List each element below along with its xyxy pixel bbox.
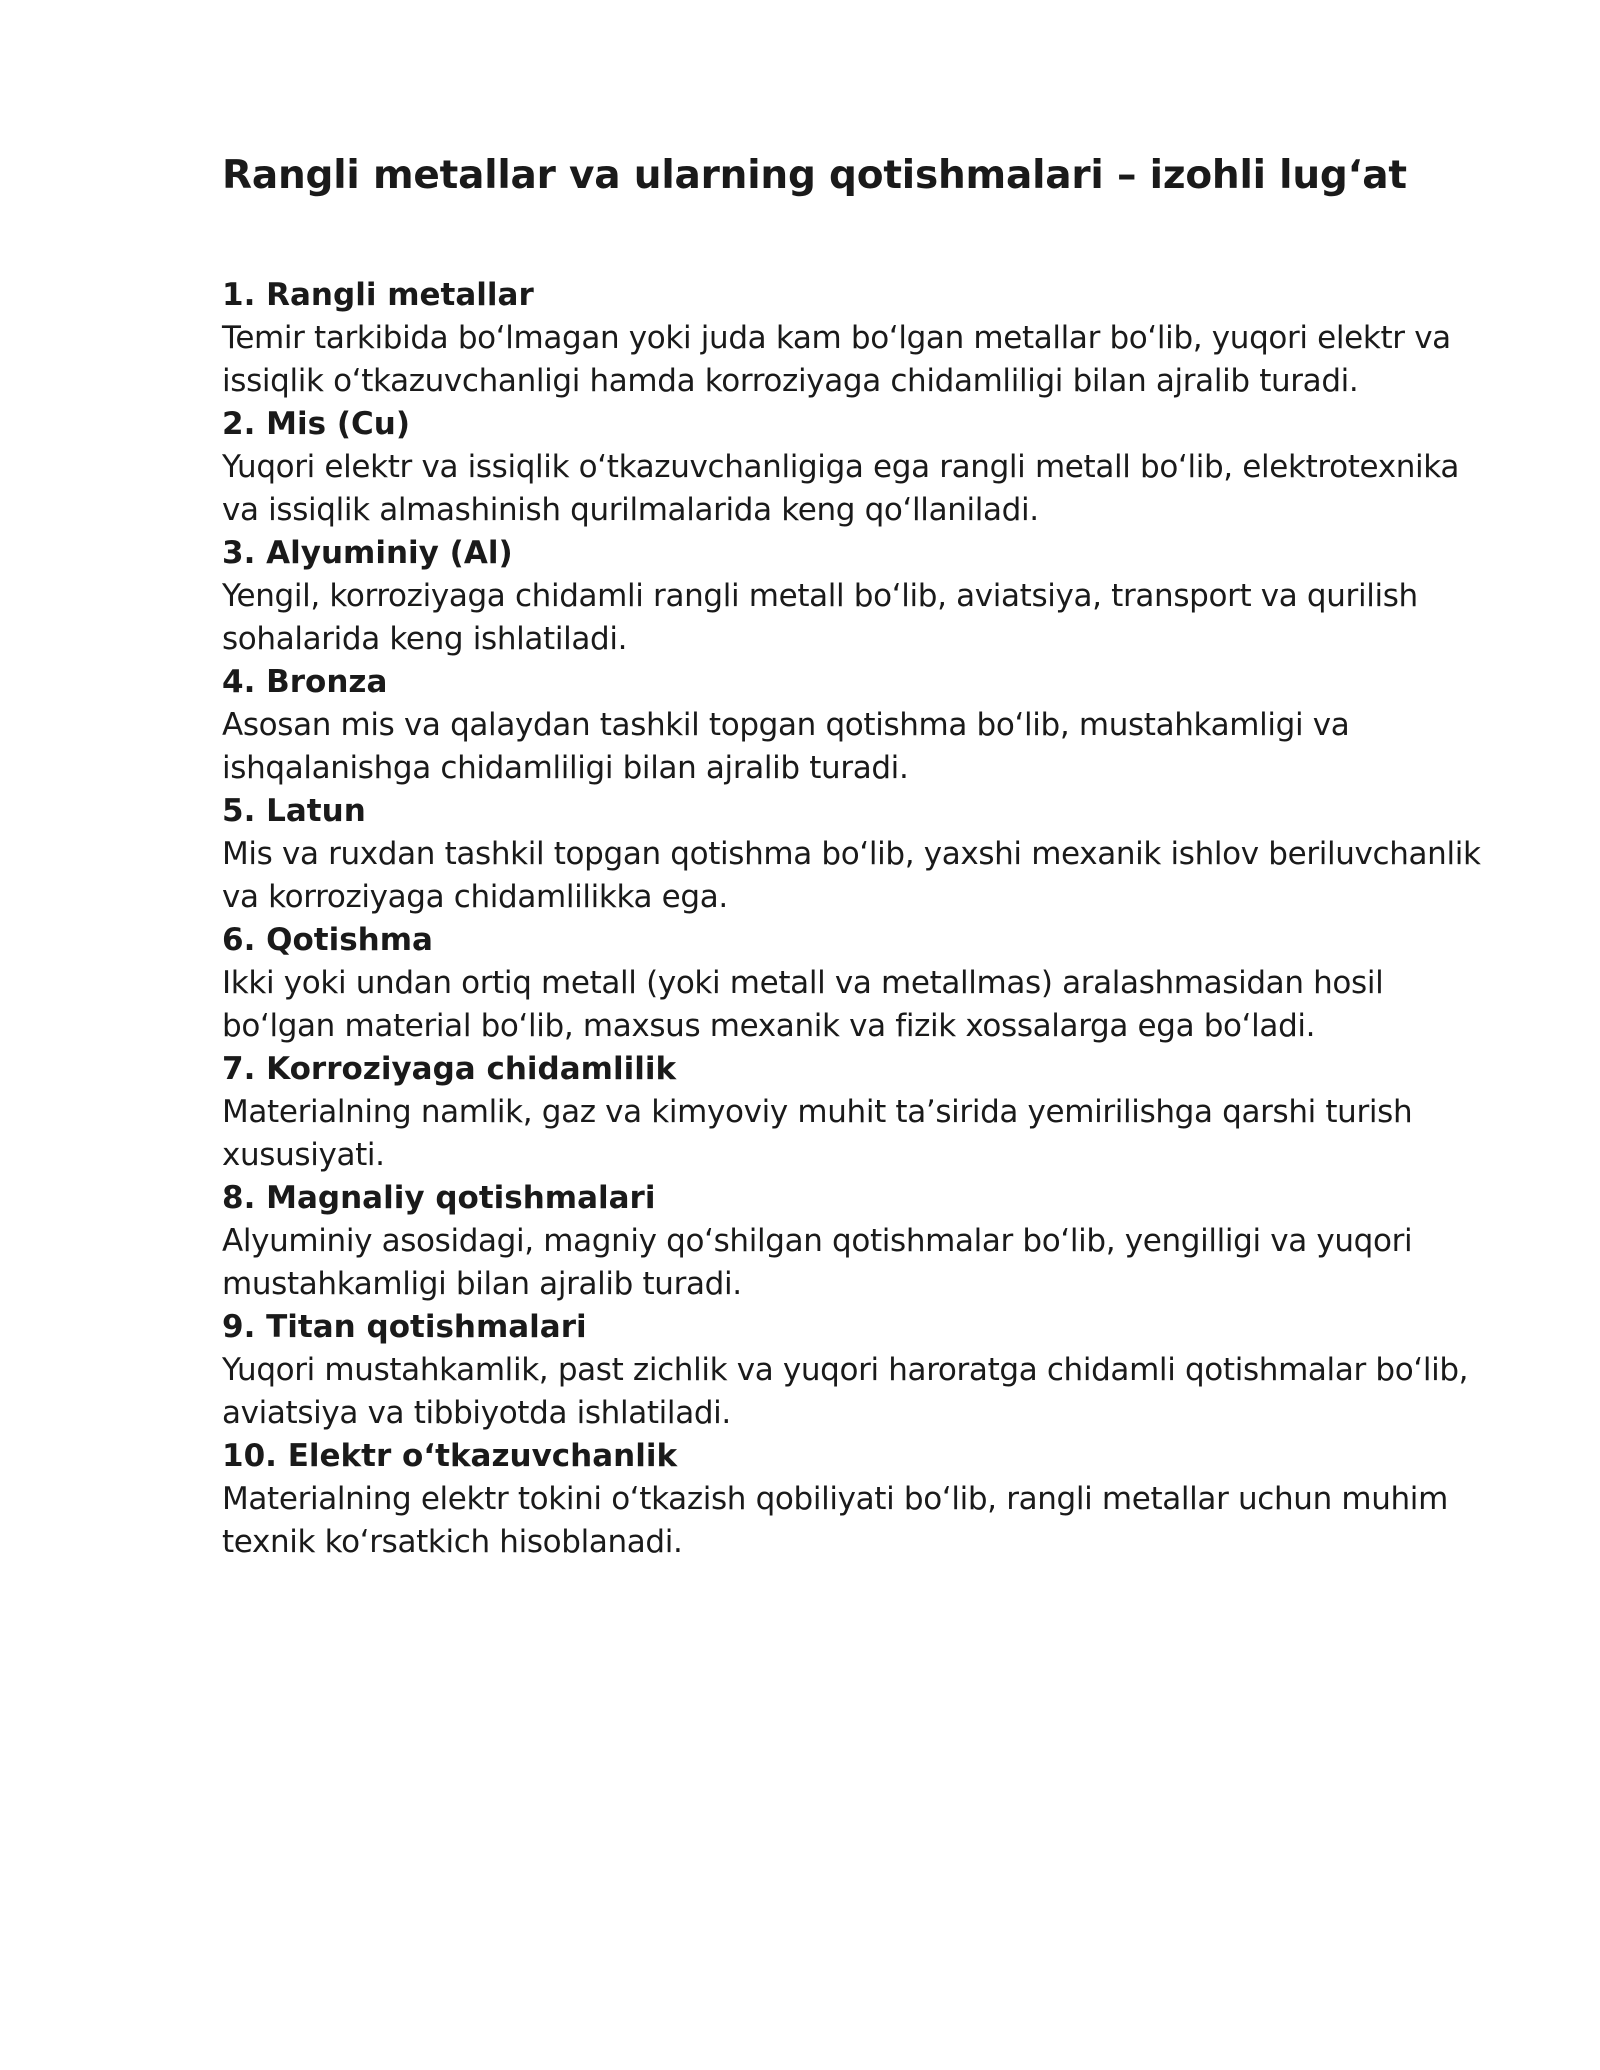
glossary-entry: [222, 1177, 1492, 1306]
entry-definition: Ikki yoki undan ortiq metall (yoki metall va metallmas) aralashmasidan hosil bo‘lgan material bo‘lib, maxsus mexanik va fizik xossalarga ega bo‘ladi.: [222, 965, 1384, 1044]
document-page: [222, 148, 1492, 1564]
entry-term: 3. Alyuminiy (Al): [222, 535, 513, 571]
entry-definition: Yengil, korroziyaga chidamli rangli metall bo‘lib, aviatsiya, transport va qurilish sohalarida keng ishlatiladi.: [222, 578, 1418, 657]
entry-term: 6. Qotishma: [222, 922, 433, 958]
entry-term: 1. Rangli metallar: [222, 277, 534, 313]
entry-definition: Alyuminiy asosidagi, magniy qo‘shilgan qotishmalar bo‘lib, yengilligi va yuqori mustahkamligi bilan ajralib turadi.: [222, 1223, 1413, 1302]
entry-definition: Materialning elektr tokini o‘tkazish qobiliyati bo‘lib, rangli metallar uchun muhim texnik ko‘rsatkich hisoblanadi.: [222, 1481, 1448, 1560]
entry-term: 7. Korroziyaga chidamlilik: [222, 1051, 677, 1087]
glossary-entry: [222, 919, 1492, 1048]
glossary-entry: [222, 274, 1492, 403]
glossary-entry: [222, 1048, 1492, 1177]
glossary-entry: [222, 403, 1492, 532]
glossary-entry: [222, 1306, 1492, 1435]
entry-term: 8. Magnaliy qotishmalari: [222, 1180, 656, 1216]
glossary-entry: [222, 532, 1492, 661]
glossary-entry: [222, 661, 1492, 790]
document-title: Rangli metallar va ularning qotishmalari – izohli lug‘at: [222, 153, 1407, 198]
entry-term: 10. Elektr o‘tkazuvchanlik: [222, 1438, 678, 1474]
glossary-list: [222, 274, 1492, 1564]
glossary-entry: [222, 790, 1492, 919]
entry-definition: Mis va ruxdan tashkil topgan qotishma bo‘lib, yaxshi mexanik ishlov beriluvchanlik va korroziyaga chidamlilikka ega.: [222, 836, 1481, 915]
glossary-entry: [222, 1435, 1492, 1564]
entry-definition: Temir tarkibida bo‘lmagan yoki juda kam bo‘lgan metallar bo‘lib, yuqori elektr va issiqlik o‘tkazuvchanligi hamda korroziyaga chidamliligi bilan ajralib turadi.: [222, 320, 1451, 399]
entry-term: 4. Bronza: [222, 664, 388, 700]
entry-definition: Yuqori elektr va issiqlik o‘tkazuvchanligiga ega rangli metall bo‘lib, elektrotexnika va issiqlik almashinish qurilmalarida keng qo‘llaniladi.: [222, 449, 1459, 528]
entry-definition: Materialning namlik, gaz va kimyoviy muhit ta’sirida yemirilishga qarshi turish xususiyati.: [222, 1094, 1413, 1173]
entry-definition: Yuqori mustahkamlik, past zichlik va yuqori haroratga chidamli qotishmalar bo‘lib, aviatsiya va tibbiyotda ishlatiladi.: [222, 1352, 1469, 1431]
entry-definition: Asosan mis va qalaydan tashkil topgan qotishma bo‘lib, mustahkamligi va ishqalanishga chidamliligi bilan ajralib turadi.: [222, 707, 1350, 786]
entry-term: 2. Mis (Cu): [222, 406, 411, 442]
entry-term: 5. Latun: [222, 793, 366, 829]
entry-term: 9. Titan qotishmalari: [222, 1309, 587, 1345]
